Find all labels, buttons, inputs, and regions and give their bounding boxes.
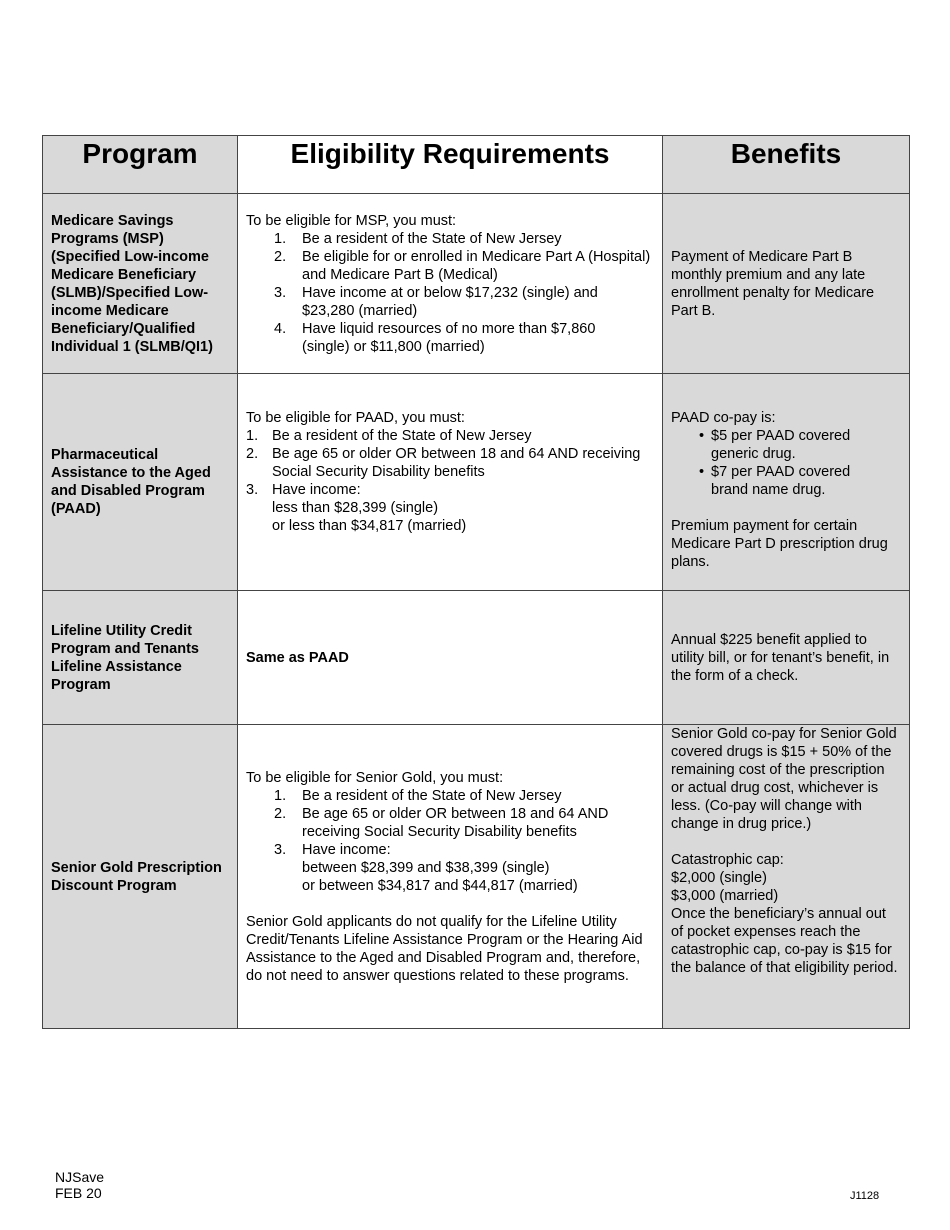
eligibility-cell	[238, 194, 663, 374]
benefit-cell	[663, 374, 910, 591]
benefit-cell: Annual $225 benefit applied to utility bill, or for tenant’s benefit, in the form of a check.	[663, 591, 910, 725]
benefit-cell: Payment of Medicare Part B monthly premium and any late enrollment penalty for Medicare Part B.	[663, 194, 910, 374]
list-item: 3. Have income at or below $17,232 (single) and $23,280 (married)	[274, 284, 598, 319]
eligibility-intro: To be eligible for Senior Gold, you must:	[246, 769, 504, 786]
header-benefits: Benefits	[663, 136, 910, 194]
requirements-list	[246, 230, 654, 356]
table-row	[43, 194, 910, 374]
senior-gold-note: Senior Gold applicants do not qualify for the Lifeline Utility Credit/Tenants Lifeline Assistance Program or the Hearing Aid Assistance to the Aged and Disabled Program and, therefore, do not need to answer questions related to these programs.	[246, 913, 643, 984]
cap-single: $2,000 (single)	[671, 870, 767, 886]
eligibility-intro: To be eligible for PAAD, you must:	[246, 410, 465, 426]
eligibility-cell	[238, 725, 663, 1029]
benefit-cell	[663, 725, 910, 1029]
cap-title: Catastrophic cap:	[671, 852, 784, 868]
copay-list	[671, 427, 901, 499]
cap-text: Once the beneficiary’s annual out of pocket expenses reach the catastrophic cap, co-pay is $15 for the balance of that eligibility period.	[671, 906, 898, 976]
cap-married: $3,000 (married)	[671, 888, 779, 904]
list-item: 2. Be age 65 or older OR between 18 and 64 AND receiving Social Security Disability benefits	[246, 446, 641, 480]
list-item: 4. Have liquid resources of no more than $7,860 (single) or $11,800 (married)	[274, 320, 596, 355]
form-id: J1128	[850, 1190, 880, 1202]
table-row	[43, 725, 910, 1029]
eligibility-cell	[238, 374, 663, 591]
programs-table	[42, 135, 910, 1029]
requirements-list	[246, 787, 654, 895]
list-item: • $5 per PAAD covered generic drug.	[699, 428, 851, 462]
eligibility-cell: Same as PAAD	[238, 591, 663, 725]
header-eligibility: Eligibility Requirements	[238, 136, 663, 194]
list-item: 1. Be a resident of the State of New Jersey	[274, 230, 562, 247]
table-row	[43, 374, 910, 591]
program-name: Lifeline Utility Credit Program and Tenants Lifeline Assistance Program	[43, 591, 238, 725]
table-row	[43, 591, 910, 725]
list-item: 1. Be a resident of the State of New Jersey	[274, 787, 562, 804]
footer-source: NJSave FEB 20	[55, 1169, 105, 1201]
eligibility-intro: To be eligible for MSP, you must:	[246, 212, 457, 229]
list-item: 3. Have income: between $28,399 and $38,399 (single) or between $34,817 and $44,817 (married)	[274, 841, 578, 894]
program-name: Medicare Savings Programs (MSP) (Specified Low-income Medicare Beneficiary (SLMB)/Specified Low-income Medicare Beneficiary/Qualified Individual 1 (SLMB/QI1)	[43, 194, 238, 374]
program-name: Senior Gold Prescription Discount Program	[43, 725, 238, 1029]
list-item: 1. Be a resident of the State of New Jersey	[246, 428, 532, 444]
bullet-icon: •	[699, 464, 705, 480]
benefit-extra: Premium payment for certain Medicare Part D prescription drug plans.	[671, 518, 888, 570]
list-item: 2. Be age 65 or older OR between 18 and 64 AND receiving Social Security Disability benefits	[274, 805, 609, 840]
list-item: 2. Be eligible for or enrolled in Medicare Part A (Hospital) and Medicare Part B (Medical)	[274, 248, 651, 283]
requirements-list	[246, 427, 654, 535]
header-row	[43, 136, 910, 194]
list-item: 3. Have income: less than $28,399 (single) or less than $34,817 (married)	[246, 482, 467, 534]
program-name: Pharmaceutical Assistance to the Aged and Disabled Program (PAAD)	[43, 374, 238, 591]
bullet-icon: •	[699, 428, 705, 444]
header-program: Program	[43, 136, 238, 194]
benefit-intro: PAAD co-pay is:	[671, 410, 776, 426]
list-item: • $7 per PAAD covered brand name drug.	[699, 464, 851, 498]
benefit-intro: Senior Gold co-pay for Senior Gold covered drugs is $15 + 50% of the remaining cost of the prescription or actual drug cost, whichever is less. (Co-pay will change with change in drug price.)	[671, 726, 897, 832]
